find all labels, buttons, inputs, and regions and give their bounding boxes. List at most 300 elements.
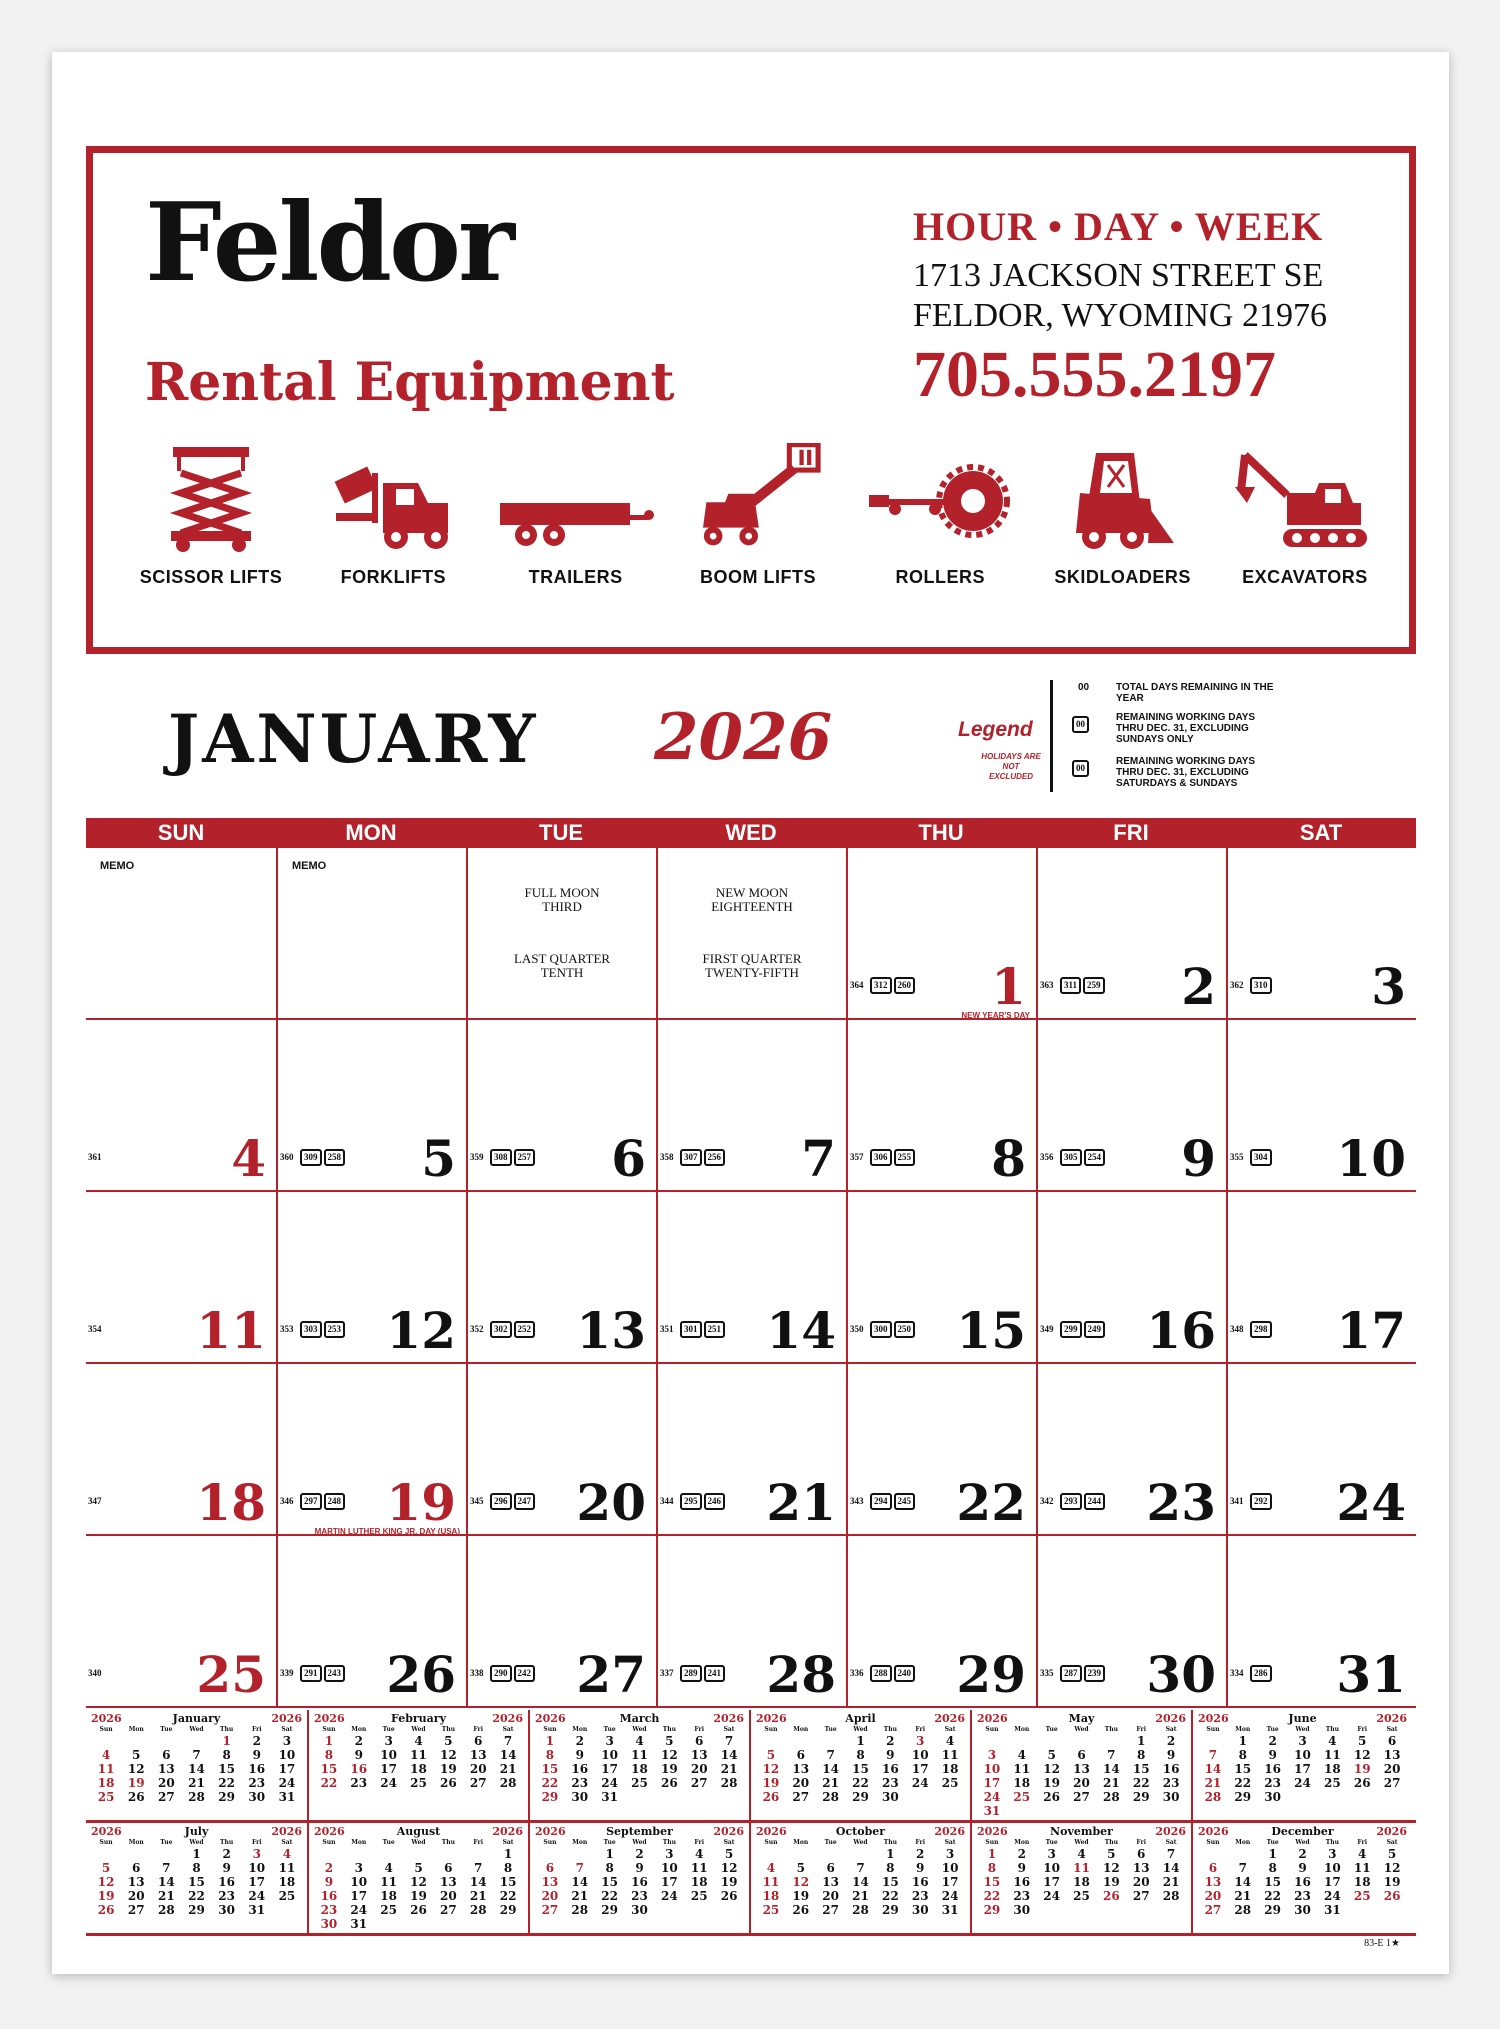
working-days-icons xyxy=(870,1493,915,1510)
day-number: 13 xyxy=(576,1301,646,1360)
mini-weekday: Sun xyxy=(764,1839,778,1846)
mini-day: 30 xyxy=(1013,1903,1031,1917)
day-number: 7 xyxy=(801,1129,836,1188)
day-cell[interactable] xyxy=(466,1536,656,1706)
mini-day: 14 xyxy=(822,1762,839,1776)
mini-day: 14 xyxy=(571,1875,589,1889)
mini-day: 15 xyxy=(983,1875,1001,1889)
mini-day: 6 xyxy=(1137,1847,1146,1861)
mini-day: 4 xyxy=(1017,1748,1026,1762)
mini-calendar xyxy=(307,1710,528,1820)
day-cell[interactable] xyxy=(86,1536,276,1706)
mini-day: 21 xyxy=(720,1762,738,1776)
mini-day: 9 xyxy=(252,1748,261,1762)
mini-day: 17 xyxy=(1294,1762,1311,1776)
mini-calendar xyxy=(307,1823,528,1933)
day-cell[interactable] xyxy=(1226,848,1416,1018)
mini-day: 22 xyxy=(983,1889,1001,1903)
worker-icon: 309 xyxy=(300,1149,322,1166)
mini-weekday: Fri xyxy=(1136,1839,1147,1846)
mini-day: 26 xyxy=(1043,1790,1060,1804)
mini-calendar-header xyxy=(756,1825,965,1838)
days-remaining: 358 xyxy=(660,1152,674,1162)
worker-machine-icon: 256 xyxy=(704,1149,726,1166)
mini-weekday: Sun xyxy=(1206,1839,1220,1846)
mini-calendar-header xyxy=(756,1712,965,1725)
mini-year: 2026 xyxy=(1155,1825,1186,1838)
mini-day: 15 xyxy=(1264,1875,1281,1889)
mini-day: 9 xyxy=(1017,1861,1026,1875)
day-cell[interactable] xyxy=(656,1020,846,1190)
mini-day: 25 xyxy=(631,1776,648,1790)
equipment-label: TRAILERS xyxy=(528,567,623,587)
mini-weekday: Sun xyxy=(99,1839,113,1846)
mini-day: 13 xyxy=(690,1748,708,1762)
mini-weekday: Wed xyxy=(853,1726,868,1733)
mini-day: 8 xyxy=(1137,1748,1146,1762)
mini-day: 10 xyxy=(661,1861,678,1875)
mini-day: 11 xyxy=(941,1748,959,1762)
day-cell[interactable] xyxy=(656,1536,846,1706)
moon-phase-text: EIGHTEENTH xyxy=(711,899,793,914)
working-days-icons xyxy=(1250,1149,1272,1166)
worker-machine-icon: 255 xyxy=(894,1149,916,1166)
mini-day: 16 xyxy=(1294,1875,1311,1889)
mini-day: 2 xyxy=(1166,1734,1176,1748)
mini-day: 23 xyxy=(218,1889,235,1903)
working-days-icons xyxy=(870,1149,915,1166)
mini-day: 5 xyxy=(414,1861,423,1875)
mini-day: 15 xyxy=(882,1875,899,1889)
mini-day: 4 xyxy=(635,1734,644,1748)
day-number: 18 xyxy=(196,1473,266,1532)
mini-day: 29 xyxy=(1132,1790,1150,1804)
mini-day: 7 xyxy=(575,1861,584,1875)
mini-day: 7 xyxy=(1107,1748,1116,1762)
mini-blank xyxy=(181,1734,211,1748)
mini-day: 31 xyxy=(350,1917,368,1931)
mini-day: 6 xyxy=(796,1748,805,1762)
day-cell[interactable] xyxy=(1036,1536,1226,1706)
mini-day: 11 xyxy=(762,1875,780,1889)
mini-day: 25 xyxy=(410,1776,427,1790)
mini-day: 26 xyxy=(127,1790,145,1804)
mini-day: 10 xyxy=(380,1748,397,1762)
mini-weekday: Mon xyxy=(1014,1839,1030,1846)
mini-day-grid xyxy=(314,1838,523,1931)
worker-machine-icon: 258 xyxy=(324,1149,346,1166)
days-remaining: 337 xyxy=(660,1668,674,1678)
mini-month-name: October xyxy=(835,1825,886,1838)
day-cell[interactable] xyxy=(846,1020,1036,1190)
mini-day: 18 xyxy=(762,1889,780,1903)
days-remaining: 336 xyxy=(850,1668,864,1678)
mini-weekday: Thu xyxy=(220,1726,234,1733)
mini-blank xyxy=(374,1847,404,1861)
mini-day: 2 xyxy=(324,1861,334,1875)
day-cell[interactable] xyxy=(1226,1192,1416,1362)
days-remaining: 364 xyxy=(850,980,864,990)
weekday-label: FRI xyxy=(1113,820,1149,845)
mini-calendar-header xyxy=(314,1825,523,1838)
mini-weekday: Thu xyxy=(662,1839,676,1846)
mini-day: 7 xyxy=(1166,1847,1176,1861)
mini-day: 4 xyxy=(1077,1847,1086,1861)
mini-day: 16 xyxy=(248,1762,266,1776)
mini-day: 3 xyxy=(987,1748,997,1762)
day-cell[interactable] xyxy=(466,1192,656,1362)
mini-weekday: Sat xyxy=(723,1726,735,1733)
mini-weekday: Sat xyxy=(944,1726,956,1733)
mini-day: 1 xyxy=(1137,1734,1146,1748)
mini-day: 6 xyxy=(1387,1734,1397,1748)
moon-phase-text: NEW MOON xyxy=(715,885,789,900)
mini-day: 19 xyxy=(762,1776,780,1790)
mini-day: 20 xyxy=(1383,1762,1401,1776)
mini-day: 24 xyxy=(1294,1776,1311,1790)
worker-machine-icon: 257 xyxy=(514,1149,536,1166)
mini-day: 24 xyxy=(248,1889,266,1903)
mini-weekday: Wed xyxy=(632,1839,647,1846)
mini-day: 7 xyxy=(1208,1748,1218,1762)
equipment-item xyxy=(488,443,664,588)
mini-day: 27 xyxy=(690,1776,708,1790)
excavator-icon xyxy=(1235,443,1375,553)
mini-day: 3 xyxy=(252,1847,261,1861)
worker-machine-icon: 242 xyxy=(514,1665,536,1682)
mini-day: 15 xyxy=(601,1875,618,1889)
mini-day: 15 xyxy=(852,1762,869,1776)
day-number: 1 xyxy=(991,957,1026,1016)
mini-day: 10 xyxy=(911,1748,929,1762)
mini-day: 24 xyxy=(941,1889,959,1903)
day-number: 24 xyxy=(1336,1473,1406,1532)
day-cell[interactable] xyxy=(846,1536,1036,1706)
mini-weekday: Wed xyxy=(1295,1839,1310,1846)
day-cell[interactable] xyxy=(86,848,276,1018)
mini-day: 13 xyxy=(127,1875,145,1889)
mini-weekday: Wed xyxy=(632,1726,647,1733)
phone-number: 705.555.2197 xyxy=(913,338,1276,411)
mini-day: 6 xyxy=(444,1861,453,1875)
mini-year: 2026 xyxy=(1155,1712,1186,1725)
days-remaining: 344 xyxy=(660,1496,674,1506)
day-cell[interactable] xyxy=(656,848,846,1018)
mini-day: 19 xyxy=(1383,1875,1401,1889)
day-cell[interactable] xyxy=(1226,1536,1416,1706)
day-cell[interactable] xyxy=(276,1364,466,1534)
worker-machine-icon: 244 xyxy=(1084,1493,1106,1510)
mini-day: 14 xyxy=(1204,1762,1222,1776)
day-cell[interactable] xyxy=(656,1364,846,1534)
mini-day: 2 xyxy=(354,1734,363,1748)
mini-weekday: Wed xyxy=(411,1839,426,1846)
mini-day: 26 xyxy=(1353,1776,1371,1790)
mini-day: 6 xyxy=(162,1748,171,1762)
mini-day: 28 xyxy=(822,1790,839,1804)
day-cell[interactable] xyxy=(1036,1364,1226,1534)
mini-month-name: June xyxy=(1288,1712,1317,1725)
mini-weekday: Mon xyxy=(1235,1839,1251,1846)
mini-day: 18 xyxy=(941,1762,959,1776)
worker-icon: 286 xyxy=(1250,1665,1272,1682)
mini-calendar-header xyxy=(91,1825,302,1838)
worker-machine-icon: 248 xyxy=(324,1493,346,1510)
mini-day: 16 xyxy=(350,1762,368,1776)
day-cell[interactable] xyxy=(1226,1364,1416,1534)
mini-day: 4 xyxy=(282,1847,292,1861)
day-cell[interactable] xyxy=(1226,1020,1416,1190)
mini-day: 27 xyxy=(792,1790,810,1804)
mini-weekday: Fri xyxy=(1136,1726,1147,1733)
mini-day: 9 xyxy=(222,1861,231,1875)
mini-year: 2026 xyxy=(977,1825,1008,1838)
mini-day: 25 xyxy=(1073,1889,1090,1903)
legend-sample: 00 xyxy=(1072,760,1089,777)
weeks xyxy=(86,848,1416,1708)
mini-day: 2 xyxy=(886,1734,895,1748)
day-cell[interactable] xyxy=(86,1364,276,1534)
mini-day: 7 xyxy=(1238,1861,1247,1875)
working-days-icons xyxy=(490,1665,535,1682)
day-cell[interactable] xyxy=(1036,1020,1226,1190)
legend-holiday-note: HOLIDAYS ARE NOT EXCLUDED xyxy=(981,752,1041,781)
worker-icon: 297 xyxy=(300,1493,322,1510)
mini-weekday: Fri xyxy=(1357,1726,1368,1733)
mini-day: 22 xyxy=(882,1889,899,1903)
mini-day: 8 xyxy=(1238,1748,1247,1762)
day-cell[interactable] xyxy=(276,1536,466,1706)
working-days-icons xyxy=(1060,1493,1105,1510)
day-number: 8 xyxy=(991,1129,1026,1188)
mini-year: 2026 xyxy=(91,1825,122,1838)
day-number: 9 xyxy=(1181,1129,1216,1188)
mini-day: 3 xyxy=(384,1734,393,1748)
working-days-icons xyxy=(300,1493,345,1510)
day-number: 15 xyxy=(956,1301,1026,1360)
mini-day: 1 xyxy=(856,1734,865,1748)
mini-day: 10 xyxy=(1294,1748,1311,1762)
mini-weekday: Thu xyxy=(1325,1726,1339,1733)
mini-weekday: Tue xyxy=(1266,1726,1279,1733)
mini-day: 1 xyxy=(1268,1847,1277,1861)
mini-day: 8 xyxy=(222,1748,231,1762)
mini-day: 19 xyxy=(410,1889,427,1903)
mini-day: 4 xyxy=(766,1861,776,1875)
mini-blank xyxy=(404,1847,434,1861)
mini-day: 11 xyxy=(410,1748,427,1762)
working-days-icons xyxy=(870,1321,915,1338)
mini-weekday: Tue xyxy=(1045,1726,1058,1733)
mini-day: 6 xyxy=(545,1861,555,1875)
day-cell[interactable] xyxy=(656,1192,846,1362)
mini-day: 23 xyxy=(1013,1889,1031,1903)
mini-day: 4 xyxy=(101,1748,111,1762)
day-number: 11 xyxy=(196,1301,266,1360)
mini-weekday: Mon xyxy=(128,1726,144,1733)
equipment-item xyxy=(305,443,481,588)
worker-icon: 294 xyxy=(870,1493,892,1510)
day-cell[interactable] xyxy=(466,848,656,1018)
mini-day: 19 xyxy=(97,1889,115,1903)
mini-day: 7 xyxy=(474,1861,483,1875)
month-title: JANUARY xyxy=(168,700,539,778)
mini-weekday: Sun xyxy=(543,1726,557,1733)
mini-day: 13 xyxy=(440,1875,457,1889)
mini-day: 19 xyxy=(720,1875,738,1889)
mini-blank xyxy=(1228,1847,1258,1861)
working-days-icons xyxy=(1060,1665,1105,1682)
working-days-icons xyxy=(1250,1321,1272,1338)
mini-day: 4 xyxy=(414,1734,423,1748)
mini-day-grid xyxy=(756,1838,965,1917)
mini-weekday: Fri xyxy=(251,1839,262,1846)
days-remaining: 357 xyxy=(850,1152,864,1162)
mini-day: 26 xyxy=(97,1903,115,1917)
day-number: 3 xyxy=(1371,957,1406,1016)
day-cell[interactable] xyxy=(276,1020,466,1190)
day-cell[interactable] xyxy=(86,1020,276,1190)
mini-day: 9 xyxy=(635,1861,644,1875)
equipment-list xyxy=(123,443,1393,588)
mini-weekday: Sun xyxy=(1206,1726,1220,1733)
mini-day: 17 xyxy=(983,1776,1001,1790)
mini-day: 21 xyxy=(1103,1776,1120,1790)
mini-day: 1 xyxy=(192,1847,201,1861)
mini-day-grid xyxy=(314,1725,523,1790)
mini-day: 11 xyxy=(1013,1762,1031,1776)
mini-day: 19 xyxy=(661,1762,678,1776)
day-cell[interactable] xyxy=(1036,1192,1226,1362)
mini-day: 3 xyxy=(916,1734,925,1748)
worker-icon: 306 xyxy=(870,1149,892,1166)
day-number: 12 xyxy=(386,1301,456,1360)
mini-weekday: Wed xyxy=(189,1839,204,1846)
mini-day: 4 xyxy=(945,1734,955,1748)
day-cell[interactable] xyxy=(276,1192,466,1362)
weekday-label: MON xyxy=(345,820,397,845)
mini-month-name: July xyxy=(184,1825,209,1838)
mini-day: 7 xyxy=(826,1748,835,1762)
worker-icon: 308 xyxy=(490,1149,512,1166)
mini-weekday: Tue xyxy=(1045,1839,1058,1846)
mini-weekday: Mon xyxy=(793,1839,809,1846)
brand-tagline: Rental Equipment xyxy=(145,352,675,413)
day-number: 2 xyxy=(1181,957,1216,1016)
days-remaining: 340 xyxy=(88,1668,102,1678)
mini-day: 2 xyxy=(1268,1734,1277,1748)
weekday-label: SAT xyxy=(1299,820,1343,845)
worker-icon: 302 xyxy=(490,1321,512,1338)
mini-blank xyxy=(816,1847,846,1861)
mini-weekday: Wed xyxy=(1074,1726,1089,1733)
day-cell[interactable] xyxy=(466,1020,656,1190)
working-days-icons xyxy=(680,1321,725,1338)
day-cell[interactable] xyxy=(86,1192,276,1362)
mini-weekday: Thu xyxy=(1104,1839,1118,1846)
day-cell[interactable] xyxy=(276,848,466,1018)
mini-day: 20 xyxy=(127,1889,145,1903)
mini-day: 13 xyxy=(469,1748,487,1762)
mini-day: 7 xyxy=(192,1748,201,1762)
mini-day: 4 xyxy=(384,1861,393,1875)
mini-day: 3 xyxy=(1328,1847,1337,1861)
mini-day: 10 xyxy=(983,1762,1001,1776)
worker-machine-icon: 259 xyxy=(1083,977,1105,994)
mini-calendar-header xyxy=(977,1825,1186,1838)
day-number: 17 xyxy=(1336,1301,1406,1360)
mini-day: 29 xyxy=(188,1903,205,1917)
mini-day: 28 xyxy=(1234,1903,1252,1917)
day-cell[interactable] xyxy=(1036,848,1226,1018)
days-remaining: 335 xyxy=(1040,1668,1054,1678)
equipment-label: BOOM LIFTS xyxy=(699,567,816,587)
mini-year: 2026 xyxy=(713,1825,744,1838)
mini-day: 29 xyxy=(541,1790,559,1804)
mini-day: 14 xyxy=(158,1875,175,1889)
moon-phase-text: LAST QUARTER xyxy=(513,951,611,966)
mini-day: 30 xyxy=(218,1903,235,1917)
mini-day: 18 xyxy=(97,1776,115,1790)
worker-machine-icon: 249 xyxy=(1084,1321,1106,1338)
day-number: 4 xyxy=(231,1129,266,1188)
mini-calendar-header xyxy=(535,1712,744,1725)
mini-weekday: Fri xyxy=(251,1726,262,1733)
days-remaining: 355 xyxy=(1230,1152,1244,1162)
mini-day: 1 xyxy=(324,1734,334,1748)
mini-blank xyxy=(786,1734,816,1748)
days-remaining: 352 xyxy=(470,1324,484,1334)
mini-day: 18 xyxy=(410,1762,427,1776)
mini-weekday: Thu xyxy=(1325,1839,1339,1846)
days-remaining: 362 xyxy=(1230,980,1244,990)
equipment-item xyxy=(123,443,299,588)
mini-day: 22 xyxy=(852,1776,869,1790)
mini-year: 2026 xyxy=(535,1712,566,1725)
moon-phase-text: TWENTY-FIFTH xyxy=(705,965,799,980)
mini-day: 12 xyxy=(792,1875,810,1889)
worker-machine-icon: 254 xyxy=(1084,1149,1106,1166)
mini-calendar xyxy=(86,1710,307,1820)
mini-day: 8 xyxy=(324,1748,334,1762)
day-cell[interactable] xyxy=(846,1364,1036,1534)
day-cell[interactable] xyxy=(846,848,1036,1018)
worker-machine-icon: 239 xyxy=(1084,1665,1106,1682)
mini-day: 21 xyxy=(499,1762,517,1776)
mini-day: 3 xyxy=(1047,1847,1056,1861)
mini-day: 27 xyxy=(822,1903,839,1917)
worker-icon: 303 xyxy=(300,1321,322,1338)
mini-day: 15 xyxy=(541,1762,559,1776)
day-cell[interactable] xyxy=(846,1192,1036,1362)
mini-day: 5 xyxy=(1358,1734,1367,1748)
day-cell[interactable] xyxy=(466,1364,656,1534)
equipment-item xyxy=(1035,443,1211,588)
mini-day: 30 xyxy=(882,1790,899,1804)
mini-day: 20 xyxy=(822,1889,839,1903)
mini-day: 1 xyxy=(886,1847,895,1861)
mini-day: 9 xyxy=(1298,1861,1307,1875)
mini-day: 13 xyxy=(1204,1875,1222,1889)
mini-day: 10 xyxy=(278,1748,296,1762)
mini-day: 26 xyxy=(1383,1889,1401,1903)
mini-day: 5 xyxy=(1047,1748,1056,1762)
mini-day: 27 xyxy=(127,1903,145,1917)
mini-day: 4 xyxy=(695,1847,704,1861)
mini-weekday: Sat xyxy=(1386,1726,1398,1733)
mini-day: 24 xyxy=(1324,1889,1341,1903)
mini-weekday: Sat xyxy=(1165,1839,1177,1846)
